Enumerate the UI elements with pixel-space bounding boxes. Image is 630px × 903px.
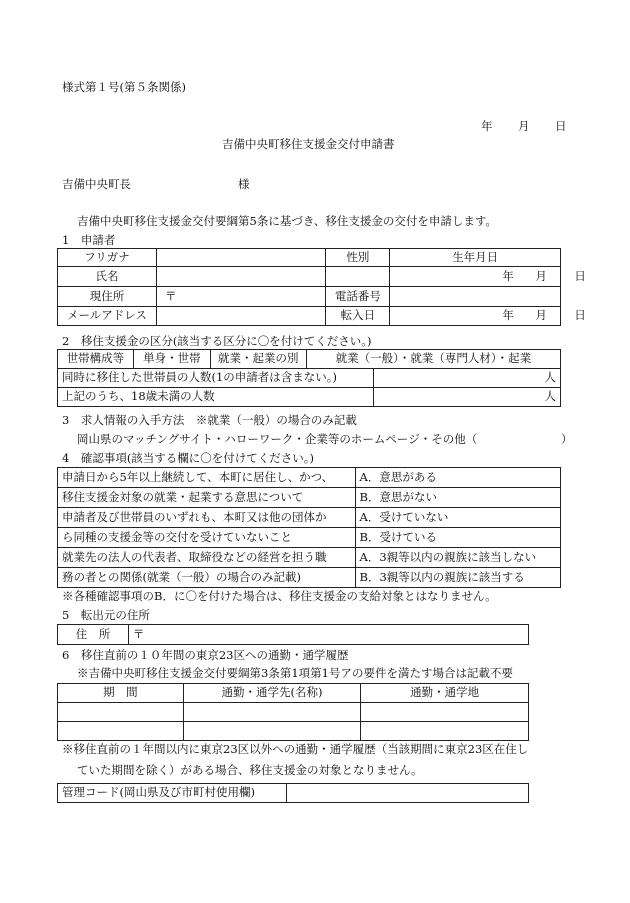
q3-line2: 務の者との関係(就業（一般）の場合のみ記載) <box>58 568 356 588</box>
move-in-year-unit: 年 <box>502 308 514 322</box>
history-place-1[interactable] <box>361 703 529 722</box>
q3-line1: 就業先の法人の代表者、取締役などの経営を担う職 <box>58 548 356 568</box>
previous-address-label: 住 所 <box>58 625 129 645</box>
date-year: 年 <box>481 119 493 133</box>
date-month: 月 <box>518 119 530 133</box>
birth-month-unit: 月 <box>535 268 547 283</box>
admin-code-field[interactable] <box>286 784 528 803</box>
addressee: 吉備中央町長 <box>62 177 131 191</box>
col-period: 期 間 <box>58 684 184 703</box>
household-label: 世帯構成等 <box>58 350 134 369</box>
classification-table <box>57 349 561 407</box>
section-2-heading: 2 移住支援金の区分(該当する区分に〇を付けてください。) <box>62 334 372 348</box>
footer-note-line1: ※移住直前の１年間以内に東京23区以外への通勤・通学履歴（当該期間に東京23区在住し <box>62 742 529 756</box>
section-4-heading: 4 確認事項(該当する欄に〇を付けてください。) <box>62 451 315 465</box>
honorific: 様 <box>238 177 250 191</box>
section-1-heading: 1 申請者 <box>62 233 116 247</box>
employment-type-label: 就業・起業の別 <box>210 350 306 369</box>
q2-line2: ら同種の支援金等の交付を受けていないこと <box>58 528 356 548</box>
history-period-1[interactable] <box>58 703 184 722</box>
furigana-label: フリガナ <box>58 249 157 267</box>
members-unit: 人 <box>544 370 556 385</box>
job-source-options[interactable]: 岡山県のマッチングサイト・ハローワーク・企業等のホームページ・その他（ <box>77 432 478 446</box>
birth-day-unit: 日 <box>574 268 586 283</box>
q2-option-b[interactable]: B．受けている <box>355 528 560 548</box>
applicant-table <box>57 248 586 326</box>
section-6-heading: 6 移住直前の１０年間の東京23区への通勤・通学履歴 <box>62 648 349 662</box>
birth-label: 生年月日 <box>390 249 561 267</box>
members-count-field[interactable] <box>373 369 560 388</box>
history-period-2[interactable] <box>58 722 184 741</box>
confirmation-table <box>57 467 561 588</box>
employment-options[interactable]: 就業（一般）・就業（専門人材）・起業 <box>306 350 560 369</box>
q2-line1: 申請者及び世帯員のいずれも、本町又は他の団体か <box>58 508 356 528</box>
postal-mark: 〒 <box>164 288 177 303</box>
furigana-field[interactable] <box>156 249 325 267</box>
birth-date-field[interactable] <box>390 267 586 287</box>
q1-line2: 移住支援金対象の就業・起業する意思について <box>58 488 356 508</box>
section-6-note: ※吉備中央町移住支援金交付要綱第3条第1項第1号アの要件を満たす場合は記載不要 <box>77 666 513 680</box>
birth-year-unit: 年 <box>502 268 514 283</box>
q1-option-b[interactable]: B．意思がない <box>355 488 560 508</box>
phone-label: 電話番号 <box>326 287 390 307</box>
col-place: 通勤・通学地 <box>361 684 529 703</box>
commute-history-table <box>57 683 529 741</box>
admin-code-label: 管理コード(岡山県及び市町村使用欄) <box>58 784 287 803</box>
confirmation-note: ※各種確認事項のB．に〇を付けた場合は、移住支援金の支給対象とはなりません。 <box>62 589 497 603</box>
move-in-day-unit: 日 <box>574 308 586 322</box>
q1-option-a[interactable]: A．意思がある <box>355 468 560 488</box>
under18-count-field[interactable] <box>373 388 560 407</box>
history-destination-2[interactable] <box>183 722 361 741</box>
date-day: 日 <box>555 119 567 133</box>
q2-option-a[interactable]: A．受けていない <box>355 508 560 528</box>
email-label: メールアドレス <box>58 307 157 326</box>
section-5-heading: 5 転出元の住所 <box>62 608 150 622</box>
q1-line1: 申請日から5年以上継続して、本町に居住し、かつ、 <box>58 468 356 488</box>
name-label: 氏名 <box>58 267 157 287</box>
previous-postal-mark: 〒 <box>132 626 145 641</box>
email-field[interactable] <box>156 307 325 326</box>
history-place-2[interactable] <box>361 722 529 741</box>
form-number: 様式第１号(第５条関係) <box>62 80 186 94</box>
household-options[interactable]: 単身・世帯 <box>133 350 210 369</box>
document-title: 吉備中央町移住支援金交付申請書 <box>222 137 395 151</box>
job-source-close: ） <box>561 432 573 446</box>
under18-count-label: 上記のうち、18歳未満の人数 <box>58 388 374 407</box>
phone-field[interactable] <box>390 287 561 307</box>
footer-note-line2: ていた期間を除く）がある場合、移住支援金の対象となりません。 <box>77 763 423 777</box>
move-in-date-field[interactable] <box>390 307 586 326</box>
name-field[interactable] <box>156 267 325 287</box>
address-label: 現住所 <box>58 287 157 307</box>
members-count-label: 同時に移住した世帯員の人数(1の申請者は含まない。) <box>58 369 374 388</box>
intro-text: 吉備中央町移住支援金交付要綱第5条に基づき、移住支援金の交付を申請します。 <box>77 214 497 228</box>
q3-option-a[interactable]: A．3親等以内の親族に該当しない <box>355 548 560 568</box>
address-field[interactable] <box>156 287 325 307</box>
q3-option-b[interactable]: B．3親等以内の親族に該当する <box>355 568 560 588</box>
section-3-heading: 3 求人情報の入手方法 ※就業（一般）の場合のみ記載 <box>62 413 357 427</box>
admin-code-table <box>57 783 529 803</box>
under18-unit: 人 <box>544 389 556 404</box>
move-in-month-unit: 月 <box>535 308 547 322</box>
previous-address-table <box>57 624 529 645</box>
previous-address-field[interactable] <box>128 625 528 645</box>
history-destination-1[interactable] <box>183 703 361 722</box>
col-destination: 通勤・通学先(名称) <box>183 684 361 703</box>
move-in-label: 転入日 <box>326 307 390 326</box>
gender-field[interactable] <box>326 267 390 287</box>
gender-label: 性別 <box>326 249 390 267</box>
